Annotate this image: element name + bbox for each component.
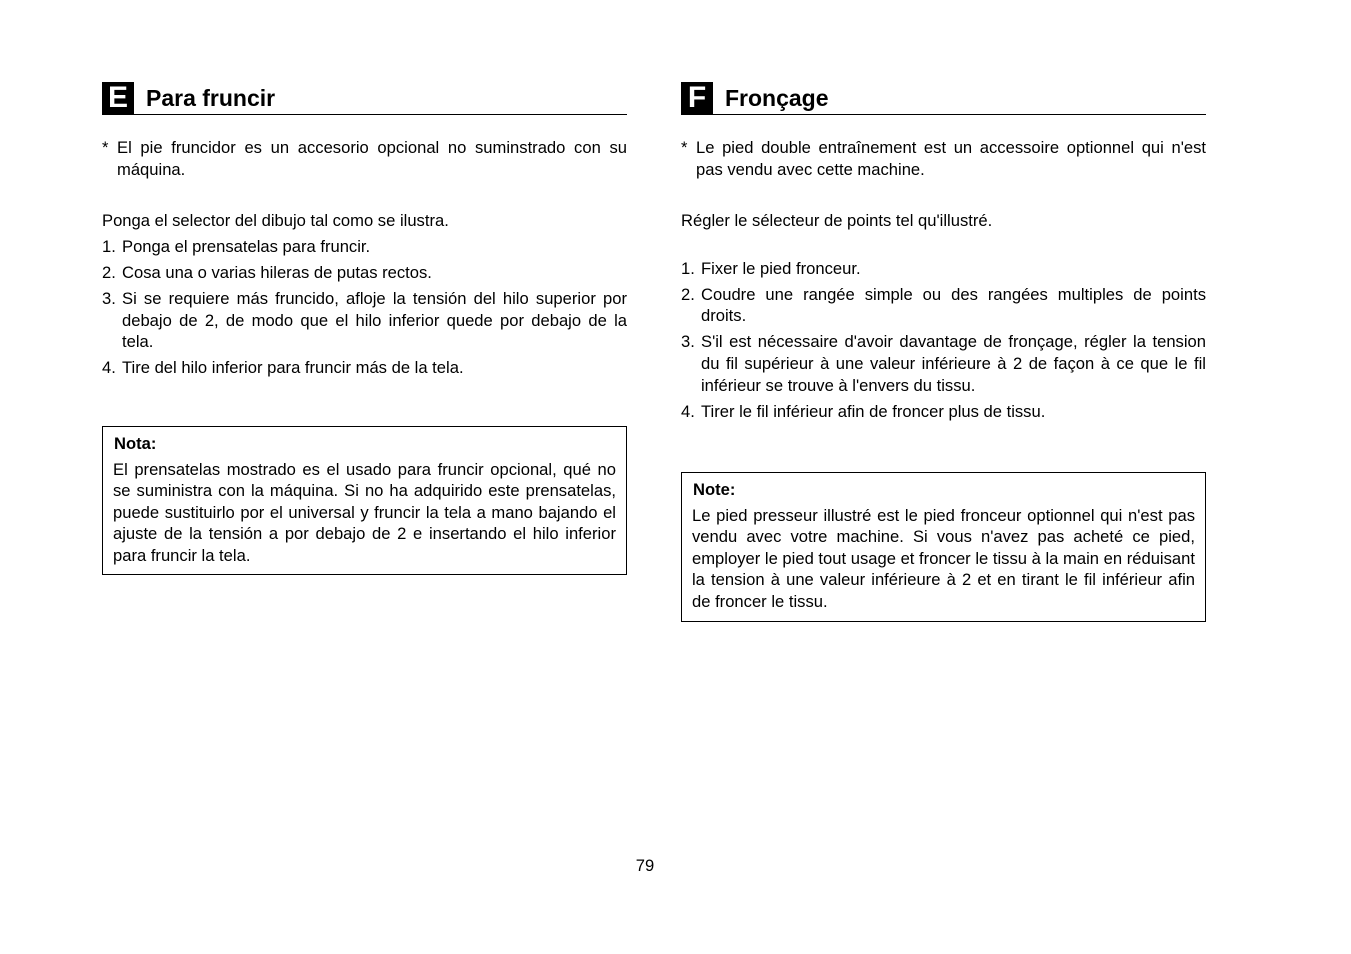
step-number: 4. <box>681 401 695 421</box>
step-item <box>102 236 627 258</box>
intro-text: Ponga el selector del dibujo tal como se ilustra. <box>102 211 449 231</box>
french-section <box>681 82 1206 622</box>
spanish-heading <box>102 82 627 115</box>
language-badge-e: E <box>102 82 134 114</box>
step-number: 3. <box>681 332 695 352</box>
step-text: S'il est nécessaire d'avoir davantage de fronçage, régler la tension du fil supérieur à une valeur inférieure à 2 de façon à ce que le fil inférieur se trouve à l'envers du tissu. <box>701 332 1206 395</box>
step-number: 1. <box>681 258 695 278</box>
step-text: Si se requiere más fruncido, afloje la tensión del hilo superior por debajo de 2, de modo que el hilo inferior quede por debajo de la tela. <box>122 289 627 352</box>
note-title: Note: <box>693 480 736 500</box>
note-box <box>102 426 627 576</box>
step-number: 1. <box>102 237 116 257</box>
language-badge-f: F <box>681 82 713 114</box>
step-item <box>102 262 627 284</box>
note-box <box>681 472 1206 622</box>
intro-text: Régler le sélecteur de points tel qu'illustré. <box>681 211 993 231</box>
steps-list <box>681 258 1206 422</box>
note-text: Le pied presseur illustré est le pied fronceur optionnel qui n'est pas vendu avec votre machine. Si vous n'avez pas acheté ce pied, employer le pied tout usage et froncer le tissu à la main en réduisant la tension à une valeur inférieure à 2 et en tirant le fil inférieur afin de froncer le tissu. <box>692 505 1195 612</box>
asterisk-mark: * <box>102 138 109 157</box>
spanish-section <box>102 82 627 575</box>
step-number: 4. <box>102 358 116 378</box>
step-number: 3. <box>102 289 116 309</box>
step-text: Tire del hilo inferior para fruncir más de la tela. <box>122 358 464 378</box>
step-item <box>681 401 1206 423</box>
step-item <box>681 331 1206 396</box>
step-number: 2. <box>681 284 695 304</box>
step-text: Fixer le pied fronceur. <box>701 258 861 278</box>
steps-list <box>102 236 627 379</box>
step-item <box>102 357 627 379</box>
french-heading <box>681 82 1206 115</box>
step-text: Cosa una o varias hileras de putas rectos. <box>122 263 432 283</box>
optional-accessory-text: Le pied double entraînement est un accessoire optionnel qui n'est pas vendu avec cette machine. <box>696 138 1206 179</box>
step-number: 2. <box>102 263 116 283</box>
step-text: Tirer le fil inférieur afin de froncer plus de tissu. <box>701 401 1046 421</box>
note-text: El prensatelas mostrado es el usado para fruncir opcional, qué no se suministra con la máquina. Si no ha adquirido este prensatelas, puede sustituirlo por el universal y fruncir la tela a mano bajando el ajuste de la tensión a por debajo de 2 e insertando el hilo inferior para fruncir la tela. <box>113 459 616 565</box>
section-title: Para fruncir <box>146 84 276 111</box>
step-item <box>681 284 1206 327</box>
page-number: 79 <box>635 856 655 875</box>
step-item <box>681 258 1206 280</box>
asterisk-mark: * <box>681 138 688 157</box>
step-item <box>102 288 627 353</box>
note-title: Nota: <box>114 433 157 453</box>
optional-accessory-text: El pie fruncidor es un accesorio opcional no suminstrado con su máquina. <box>117 138 627 179</box>
step-text: Ponga el prensatelas para fruncir. <box>122 237 371 257</box>
optional-accessory-note <box>102 137 627 180</box>
step-text: Coudre une rangée simple ou des rangées multiples de points droits. <box>701 284 1206 326</box>
section-title: Fronçage <box>725 84 829 111</box>
optional-accessory-note <box>681 137 1206 180</box>
